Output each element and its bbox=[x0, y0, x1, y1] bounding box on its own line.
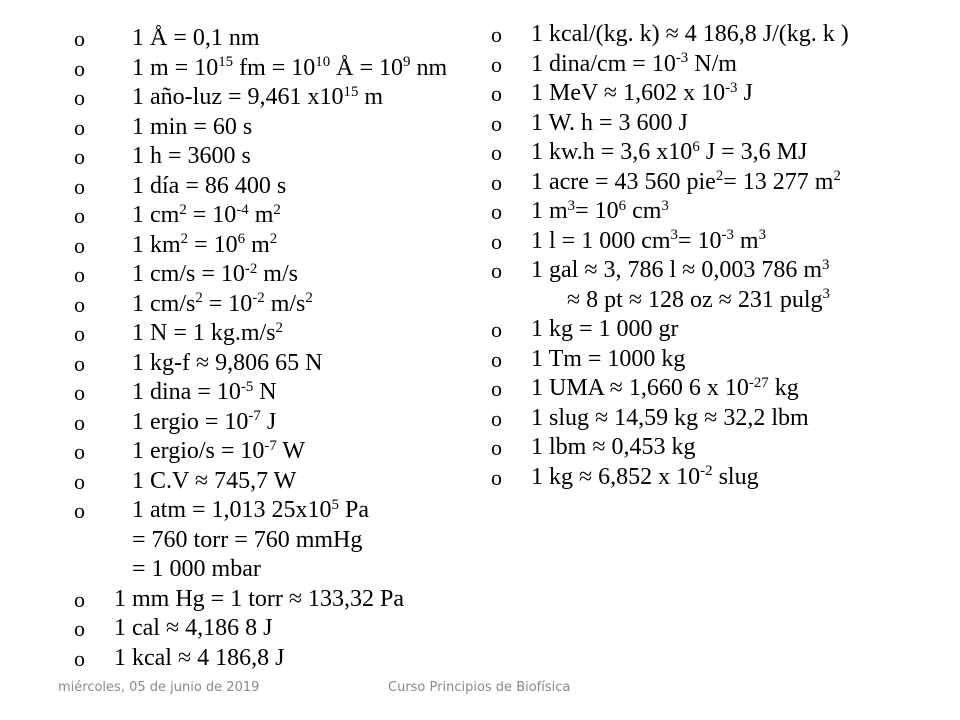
conversion-item bbox=[74, 142, 494, 172]
conversion-segment: cm bbox=[626, 198, 662, 224]
conversion-text bbox=[531, 463, 759, 493]
exponent: -5 bbox=[240, 378, 254, 395]
conversion-text bbox=[132, 113, 252, 143]
conversion-text bbox=[531, 404, 809, 434]
conversion-text bbox=[132, 83, 383, 113]
conversion-segment: 1 C.V ≈ 745,7 W bbox=[132, 467, 297, 494]
conversion-segment: W bbox=[276, 438, 306, 464]
conversion-segment: 1 kg = 1 000 gr bbox=[531, 316, 679, 342]
conversion-item bbox=[491, 315, 951, 345]
exponent: 2 bbox=[179, 201, 187, 218]
footer-date: miércoles, 05 de junio de 2019 bbox=[58, 680, 260, 695]
bullet-circle-icon: o bbox=[74, 144, 85, 169]
conversion-text bbox=[132, 467, 296, 497]
conversion-segment: 1 kg-f ≈ 9,806 65 N bbox=[132, 349, 323, 376]
bullet-circle-icon: o bbox=[491, 435, 502, 460]
conversion-segment: 1 UMA ≈ 1,660 6 x 10 bbox=[531, 375, 749, 401]
conversion-segment: 1 m bbox=[531, 198, 568, 224]
bullet-circle-icon: o bbox=[491, 22, 502, 47]
conversion-segment: m bbox=[358, 84, 384, 110]
bullet-circle-icon: o bbox=[491, 346, 502, 372]
conversion-segment: 1 m = 10 bbox=[132, 54, 219, 81]
conversion-segment: m bbox=[248, 202, 274, 228]
exponent: 3 bbox=[822, 256, 830, 273]
conversion-text bbox=[132, 319, 283, 349]
bullet-circle-icon: o bbox=[74, 321, 85, 346]
conversion-continuation bbox=[74, 555, 494, 585]
exponent: 2 bbox=[305, 290, 313, 307]
exponent: 2 bbox=[269, 231, 278, 248]
exponent: 6 bbox=[237, 231, 246, 248]
conversion-text bbox=[531, 345, 685, 375]
conversion-segment: J = 3,6 MJ bbox=[699, 139, 808, 165]
conversion-segment: 1 km bbox=[132, 231, 181, 258]
conversion-text bbox=[132, 408, 276, 438]
conversion-segment: 1 slug ≈ 14,59 kg ≈ 32,2 lbm bbox=[531, 404, 809, 431]
conversion-item bbox=[491, 79, 951, 109]
conversion-segment: 1 cal ≈ 4,186 8 J bbox=[114, 615, 273, 641]
exponent: 2 bbox=[273, 201, 281, 218]
bullet-circle-icon: o bbox=[491, 376, 502, 401]
left-conversion-list bbox=[74, 24, 494, 673]
conversion-text bbox=[132, 290, 313, 320]
conversion-text bbox=[531, 227, 766, 257]
conversion-text bbox=[567, 286, 830, 316]
conversion-segment: 1 mm Hg = 1 torr ≈ 133,32 Pa bbox=[114, 585, 405, 612]
conversion-segment: 1 dina = 10 bbox=[132, 379, 241, 405]
conversion-segment: = 10 bbox=[575, 198, 619, 224]
conversion-segment: 1 ergio/s = 10 bbox=[132, 438, 265, 464]
conversion-segment: 1 N = 1 kg.m/s bbox=[132, 320, 276, 346]
exponent: 15 bbox=[218, 54, 234, 71]
bullet-circle-icon: o bbox=[491, 405, 502, 431]
conversion-item bbox=[74, 24, 494, 54]
conversion-segment: 1 W. h = 3 600 J bbox=[531, 109, 688, 136]
exponent: 2 bbox=[195, 290, 203, 307]
bullet-circle-icon: o bbox=[491, 258, 502, 283]
conversion-continuation bbox=[74, 526, 494, 556]
bullet-circle-icon: o bbox=[74, 350, 85, 376]
exponent: 2 bbox=[715, 168, 724, 185]
conversion-item bbox=[74, 644, 494, 674]
conversion-item bbox=[74, 378, 494, 408]
conversion-text bbox=[132, 349, 323, 379]
conversion-item bbox=[74, 467, 494, 497]
exponent: -3 bbox=[721, 227, 734, 244]
conversion-item bbox=[74, 231, 494, 261]
conversion-segment: 1 gal ≈ 3, 786 l ≈ 0,003 786 m bbox=[531, 257, 822, 283]
conversion-segment: 1 cm/s bbox=[132, 290, 196, 317]
conversion-segment: = 10 bbox=[186, 202, 237, 228]
conversion-text bbox=[132, 260, 298, 290]
conversion-segment: 1 cm/s = 10 bbox=[132, 261, 245, 287]
conversion-text bbox=[114, 614, 272, 644]
bullet-circle-icon: o bbox=[491, 464, 502, 490]
exponent: -4 bbox=[236, 201, 249, 218]
conversion-item bbox=[491, 404, 951, 434]
conversion-item bbox=[491, 463, 951, 493]
conversion-segment: 1 l = 1 000 cm bbox=[531, 227, 671, 254]
conversion-item bbox=[74, 349, 494, 379]
conversion-text bbox=[531, 50, 737, 80]
conversion-segment: N bbox=[253, 379, 277, 405]
conversion-segment: 1 MeV ≈ 1,602 x 10 bbox=[531, 80, 726, 106]
footer-course-title: Curso Principios de Biofísica bbox=[388, 680, 571, 695]
conversion-text bbox=[132, 231, 277, 261]
conversion-item bbox=[491, 227, 951, 257]
bullet-circle-icon: o bbox=[491, 199, 502, 224]
conversion-text bbox=[132, 142, 251, 172]
conversion-item bbox=[491, 20, 951, 50]
conversion-text bbox=[531, 138, 807, 168]
conversion-item bbox=[74, 290, 494, 320]
exponent: -3 bbox=[675, 50, 689, 67]
conversion-continuation bbox=[491, 286, 951, 316]
exponent: 3 bbox=[670, 227, 678, 244]
bullet-circle-icon: o bbox=[74, 232, 85, 258]
bullet-circle-icon: o bbox=[491, 228, 502, 254]
conversion-text bbox=[531, 20, 849, 50]
conversion-text bbox=[132, 201, 281, 231]
conversion-item bbox=[74, 496, 494, 526]
conversion-segment: 1 Å = 0,1 nm bbox=[132, 25, 260, 51]
conversion-item bbox=[74, 437, 494, 467]
conversion-item bbox=[74, 614, 494, 644]
conversion-segment: 1 kcal/(kg. k) ≈ 4 186,8 J/(kg. k ) bbox=[531, 21, 849, 47]
conversion-item bbox=[74, 83, 494, 113]
conversion-segment: 1 Tm = 1000 kg bbox=[531, 345, 686, 372]
conversion-segment: 1 kcal ≈ 4 186,8 J bbox=[114, 644, 285, 671]
exponent: 15 bbox=[343, 83, 359, 100]
conversion-segment: 1 kw.h = 3,6 x10 bbox=[531, 139, 693, 165]
conversion-segment: 1 dina/cm = 10 bbox=[531, 50, 676, 77]
conversion-segment: 1 atm = 1,013 25x10 bbox=[132, 497, 332, 523]
bullet-circle-icon: o bbox=[74, 203, 85, 228]
bullet-circle-icon: o bbox=[491, 317, 502, 342]
exponent: -2 bbox=[244, 260, 258, 277]
exponent: 2 bbox=[275, 319, 283, 336]
exponent: 9 bbox=[403, 54, 411, 71]
exponent: -7 bbox=[248, 408, 261, 425]
conversion-segment: = 1 000 mbar bbox=[132, 556, 261, 582]
conversion-segment: m bbox=[245, 231, 270, 258]
conversion-segment: 1 lbm ≈ 0,453 kg bbox=[531, 434, 696, 460]
exponent: 2 bbox=[833, 168, 841, 185]
conversion-segment: 1 año-luz = 9,461 x10 bbox=[132, 84, 344, 110]
bullet-circle-icon: o bbox=[74, 439, 85, 464]
bullet-circle-icon: o bbox=[74, 468, 85, 494]
exponent: -3 bbox=[725, 79, 738, 96]
bullet-circle-icon: o bbox=[74, 114, 85, 140]
conversion-item bbox=[491, 256, 951, 286]
conversion-text bbox=[531, 374, 799, 404]
bullet-circle-icon: o bbox=[491, 51, 502, 77]
conversion-segment: 1 h = 3600 s bbox=[132, 143, 251, 169]
conversion-text bbox=[114, 644, 284, 674]
conversion-item bbox=[74, 201, 494, 231]
conversion-segment: 1 min = 60 s bbox=[132, 113, 253, 140]
exponent: 3 bbox=[567, 197, 576, 214]
bullet-circle-icon: o bbox=[74, 262, 85, 287]
conversion-item bbox=[491, 50, 951, 80]
conversion-segment: 1 acre = 43 560 pie bbox=[531, 168, 716, 195]
exponent: 3 bbox=[661, 197, 669, 214]
conversion-item bbox=[74, 54, 494, 84]
conversion-text bbox=[531, 168, 841, 198]
conversion-item bbox=[491, 374, 951, 404]
conversion-segment: m bbox=[733, 227, 759, 254]
exponent: -27 bbox=[748, 374, 769, 391]
conversion-segment: m/s bbox=[264, 290, 306, 317]
conversion-text bbox=[132, 54, 447, 84]
conversion-text bbox=[132, 437, 305, 467]
exponent: -2 bbox=[700, 463, 713, 480]
conversion-segment: J bbox=[260, 408, 277, 435]
conversion-segment: 1 día = 86 400 s bbox=[132, 172, 287, 199]
conversion-segment: 1 kg ≈ 6,852 x 10 bbox=[531, 463, 701, 490]
conversion-text bbox=[531, 197, 669, 227]
conversion-item bbox=[491, 345, 951, 375]
bullet-circle-icon: o bbox=[74, 645, 85, 671]
exponent: 3 bbox=[822, 286, 830, 303]
conversion-segment: 1 ergio = 10 bbox=[132, 408, 249, 435]
bullet-circle-icon: o bbox=[74, 26, 85, 51]
exponent: 3 bbox=[758, 227, 767, 244]
conversion-item bbox=[74, 113, 494, 143]
conversion-item bbox=[491, 168, 951, 198]
conversion-text bbox=[132, 172, 286, 202]
exponent: -7 bbox=[264, 437, 277, 454]
conversion-item bbox=[491, 109, 951, 139]
bullet-circle-icon: o bbox=[491, 169, 502, 195]
conversion-segment: = 10 bbox=[677, 227, 722, 254]
bullet-circle-icon: o bbox=[74, 55, 85, 81]
conversion-segment: J bbox=[737, 80, 753, 106]
conversion-text bbox=[531, 315, 679, 345]
conversion-item bbox=[74, 408, 494, 438]
exponent: 10 bbox=[315, 54, 331, 71]
conversion-segment: = 10 bbox=[202, 290, 253, 317]
conversion-segment: Pa bbox=[338, 497, 369, 523]
conversion-segment: = 10 bbox=[188, 231, 238, 258]
bullet-circle-icon: o bbox=[74, 586, 85, 612]
conversion-text bbox=[531, 433, 696, 463]
conversion-text bbox=[531, 109, 688, 139]
conversion-text bbox=[132, 496, 369, 526]
conversion-segment: 1 cm bbox=[132, 202, 180, 228]
conversion-segment: N/m bbox=[688, 50, 737, 77]
conversion-item bbox=[74, 172, 494, 202]
conversion-segment: ≈ 8 pt ≈ 128 oz ≈ 231 pulg bbox=[567, 286, 823, 313]
conversion-item bbox=[491, 138, 951, 168]
conversion-item bbox=[74, 260, 494, 290]
conversion-segment: nm bbox=[410, 54, 448, 81]
bullet-circle-icon: o bbox=[74, 498, 85, 523]
exponent: 6 bbox=[692, 138, 700, 155]
exponent: 6 bbox=[618, 197, 627, 214]
conversion-segment: = 760 torr = 760 mmHg bbox=[132, 526, 363, 553]
bullet-circle-icon: o bbox=[491, 110, 502, 136]
bullet-circle-icon: o bbox=[74, 616, 85, 641]
conversion-text bbox=[132, 24, 260, 54]
conversion-item bbox=[74, 585, 494, 615]
right-conversion-list bbox=[491, 20, 951, 492]
exponent: 2 bbox=[180, 231, 189, 248]
exponent: 5 bbox=[331, 496, 339, 513]
conversion-item bbox=[74, 319, 494, 349]
conversion-segment: slug bbox=[712, 463, 759, 490]
conversion-item bbox=[491, 433, 951, 463]
conversion-text bbox=[132, 526, 362, 556]
conversion-text bbox=[114, 585, 404, 615]
bullet-circle-icon: o bbox=[74, 409, 85, 435]
conversion-segment: m/s bbox=[257, 261, 298, 287]
bullet-circle-icon: o bbox=[74, 291, 85, 317]
bullet-circle-icon: o bbox=[491, 81, 502, 106]
conversion-segment: = 13 277 m bbox=[723, 168, 834, 195]
conversion-segment: Å = 10 bbox=[330, 54, 404, 81]
bullet-circle-icon: o bbox=[74, 173, 85, 199]
conversion-segment: kg bbox=[768, 375, 799, 401]
conversion-item bbox=[491, 197, 951, 227]
conversion-text bbox=[132, 378, 277, 408]
exponent: -2 bbox=[252, 290, 265, 307]
bullet-circle-icon: o bbox=[74, 380, 85, 405]
bullet-circle-icon: o bbox=[74, 85, 85, 110]
conversion-segment: fm = 10 bbox=[233, 54, 316, 81]
conversion-text bbox=[531, 256, 829, 286]
conversion-text bbox=[132, 555, 261, 585]
bullet-circle-icon: o bbox=[491, 140, 502, 165]
conversion-text bbox=[531, 79, 753, 109]
